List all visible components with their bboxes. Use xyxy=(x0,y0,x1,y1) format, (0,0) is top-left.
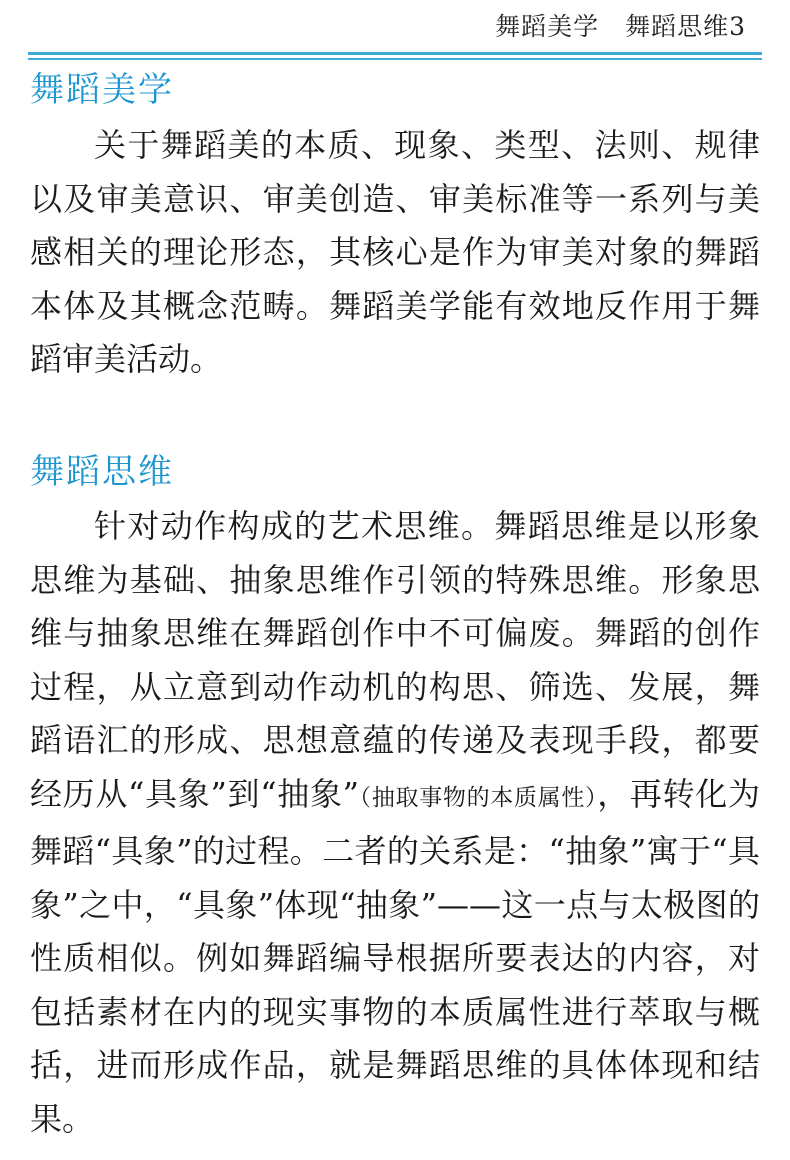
body-note: （抽取事物的本质属性） xyxy=(359,784,598,811)
entry-title-dance-aesthetics: 舞蹈美学 xyxy=(30,70,174,110)
entry-body-dance-thinking xyxy=(30,500,760,1146)
header-part2: 舞蹈思维 xyxy=(625,12,730,41)
header-rule-top xyxy=(28,52,762,55)
body-text-part2: ，再转化为舞蹈“具象”的过程。二者的关系是：“抽象”寓于“具象”之中，“具象”体现“抽象”——这一点与太极图的性质相似。例如舞蹈编导根据所要表达的内容，对包括素材在内的现实事物的本质属性进行萃取与概括，进而形成作品，就是舞蹈思维的具体体现和结果。 xyxy=(30,774,760,1138)
page-number: 3 xyxy=(729,12,746,41)
running-header xyxy=(495,12,746,42)
entry-body-dance-aesthetics: 关于舞蹈美的本质、现象、类型、法则、规律以及审美意识、审美创造、审美标准等一系列与美感相关的理论形态，其核心是作为审美对象的舞蹈本体及其概念范畴。舞蹈美学能有效地反作用于舞蹈审美活动。 xyxy=(30,126,760,378)
entry-title-dance-thinking: 舞蹈思维 xyxy=(30,452,174,492)
header-part1: 舞蹈美学 xyxy=(495,12,600,41)
header-rule-bottom xyxy=(28,58,762,60)
body-text-part1: 针对动作构成的艺术思维。舞蹈思维是以形象思维为基础、抽象思维作引领的特殊思维。形象思维与抽象思维在舞蹈创作中不可偏废。舞蹈的创作过程，从立意到动作动机的构思、筛选、发展，舞蹈语汇的形成、思想意蕴的传递及表现手段，都要经历从“具象”到“抽象” xyxy=(30,507,760,813)
